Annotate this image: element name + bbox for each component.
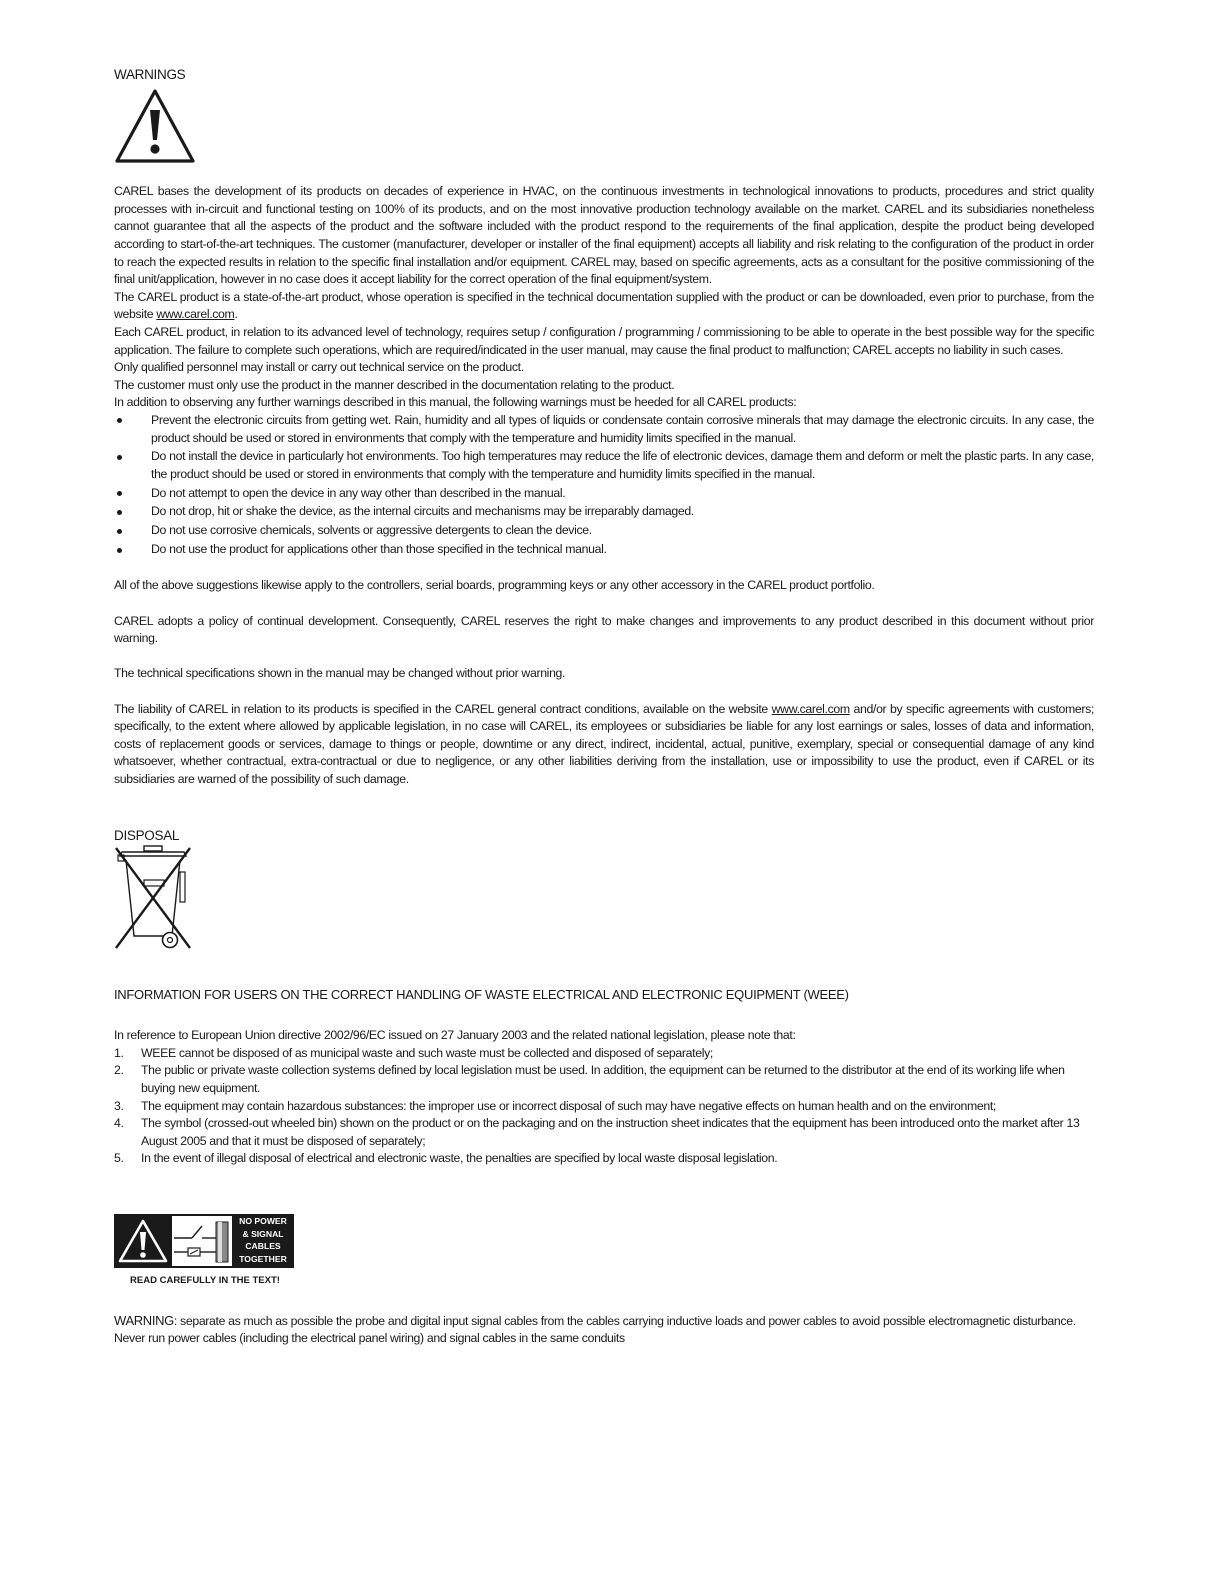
- documentation-paragraph: The CAREL product is a state-of-the-art product, whose operation is specified in the technical documentation supplied with the product or can be downloaded, even prior to purchase, from the website www.carel.com.: [114, 289, 1094, 322]
- banner-caption: READ CAREFULLY IN THE TEXT!: [130, 1275, 280, 1287]
- crossed-out-wheeled-bin-icon: [114, 844, 1094, 956]
- qualified-paragraph: Only qualified personnel may install or carry out technical service on the product.: [114, 360, 524, 375]
- policy-paragraph: CAREL adopts a policy of continual development. Consequently, CAREL reserves the right to make changes and improvements to any product described in this document without prior warning.: [114, 613, 1094, 646]
- specs-paragraph: The technical specifications shown in the manual may be changed without prior warning.: [114, 666, 566, 681]
- cable-separation-banner: [114, 1214, 296, 1290]
- list-item: 5. In the event of illegal disposal of electrical and electronic waste, the penalties are specified by local waste disposal legislation.: [114, 1151, 778, 1166]
- liability-paragraph: The liability of CAREL in relation to its products is specified in the CAREL general contract conditions, available on the website www.carel.com and/or by specific agreements with customers; specifically, to the extent where allowed by applicable legislation, in no case will CAREL, its employees or subsidiaries be liable for any lost earnings or sales, losses of data and information, costs of replacement goods or services, damage to things or people, downtime or any direct, indirect, incidental, actual, punitive, exemplary, special or consequential damage of any kind whatsoever, whether contractual, extra-contractual or due to negligence, or any other liabilities deriving from the installation, use or impossibility to use the product, even if CAREL or its subsidiaries are warned of the possibility of such damage.: [114, 701, 1095, 786]
- weee-heading: INFORMATION FOR USERS ON THE CORRECT HANDLING OF WASTE ELECTRICAL AND ELECTRONIC EQUIPMENT (WEEE): [114, 986, 849, 1002]
- warnings-list: [114, 412, 1094, 559]
- list-item: Prevent the electronic circuits from getting wet. Rain, humidity and all types of liquids or condensate contain corrosive minerals that may damage the electronic circuits. In any case, the product should be used or stored in environments that comply with the temperature and humidity limits specified in the manual.: [114, 412, 1094, 447]
- cable-separation-icon: [172, 1214, 232, 1268]
- list-item: 1. WEEE cannot be disposed of as municipal waste and such waste must be collected and disposed of separately;: [114, 1045, 713, 1060]
- disposal-heading: DISPOSAL: [114, 827, 180, 843]
- list-item: 3. The equipment may contain hazardous substances: the improper use or incorrect disposal of such may have negative effects on human health and on the environment;: [114, 1098, 996, 1113]
- warning-triangle-icon: [114, 88, 1094, 170]
- warnings-heading: WARNINGS: [114, 67, 186, 82]
- setup-paragraph: Each CAREL product, in relation to its advanced level of technology, requires setup / configuration / programming / commissioning to be able to operate in the best possible way for the specific application. The failure to complete such operations, which are required/indicated in the user manual, may cause the final product to malfunction; CAREL accepts no liability in such cases.: [114, 324, 1094, 357]
- document-page: [114, 66, 1094, 1348]
- list-item: Do not use corrosive chemicals, solvents or aggressive detergents to clean the device.: [114, 522, 1094, 540]
- cable-warning-label: NO POWER & SIGNAL CABLES TOGETHER: [232, 1214, 294, 1268]
- list-item: 2. The public or private waste collection systems defined by local legislation must be used. In addition, the equipment can be returned to the distributor at the end of its working life when buying new equipment.: [114, 1063, 1065, 1096]
- heeded-paragraph: In addition to observing any further warnings described in this manual, the following warnings must be heeded for all CAREL products:: [114, 395, 797, 410]
- warning-label: WARNING: [114, 1312, 174, 1328]
- intro-paragraph: CAREL bases the development of its products on decades of experience in HVAC, on the continuous investments in technological innovations to products, procedures and strict quality processes with in-circuit and functional testing on 100% of its products, and on the most innovative production technology available on the market. CAREL and its subsidiaries nonetheless cannot guarantee that all the aspects of the product and the software included with the product respond to the requirements of the final application, despite the product being developed according to start-of-the-art techniques. The customer (manufacturer, developer or installer of the final equipment) accepts all liability and risk relating to the configuration of the product in order to reach the expected results in relation to the specific final installation and/or equipment. CAREL may, based on specific agreements, acts as a consultant for the positive commissioning of the final unit/application, however in no case does it accept liability for the correct operation of the final equipment/system.: [114, 184, 1094, 287]
- directive-paragraph: In reference to European Union directive 2002/96/EC issued on 27 January 2003 and the related national legislation, please note that:: [114, 1028, 796, 1043]
- list-item: Do not drop, hit or shake the device, as the internal circuits and mechanisms may be irreparably damaged.: [114, 503, 1094, 521]
- list-item: Do not install the device in particularly hot environments. Too high temperatures may reduce the life of electronic devices, damage them and deform or melt the plastic parts. In any case, the product should be used or stored in environments that comply with the temperature and humidity limits specified in the manual.: [114, 448, 1094, 483]
- warning-triangle-icon: [114, 1214, 172, 1268]
- weee-list: [114, 1045, 1094, 1168]
- list-item: Do not use the product for applications other than those specified in the technical manual.: [114, 541, 1094, 559]
- website-link[interactable]: www.carel.com: [156, 307, 235, 322]
- website-link[interactable]: www.carel.com: [771, 701, 850, 716]
- list-item: 4. The symbol (crossed-out wheeled bin) shown on the product or on the packaging and on the instruction sheet indicates that the equipment has been introduced onto the market after 13 August 2005 and that it must be disposed of separately;: [114, 1116, 1080, 1148]
- accessories-paragraph: All of the above suggestions likewise apply to the controllers, serial boards, programming keys or any other accessory in the CAREL product portfolio.: [114, 578, 875, 593]
- manner-paragraph: The customer must only use the product in the manner described in the documentation relating to the product.: [114, 377, 675, 392]
- list-item: Do not attempt to open the device in any way other than described in the manual.: [114, 485, 1094, 503]
- final-warning-paragraph: WARNING: separate as much as possible the probe and digital input signal cables from the cables carrying inductive loads and power cables to avoid possible electromagnetic disturbance. Never run power cables (including the electrical panel wiring) and signal cables in the same conduits: [114, 1312, 1076, 1346]
